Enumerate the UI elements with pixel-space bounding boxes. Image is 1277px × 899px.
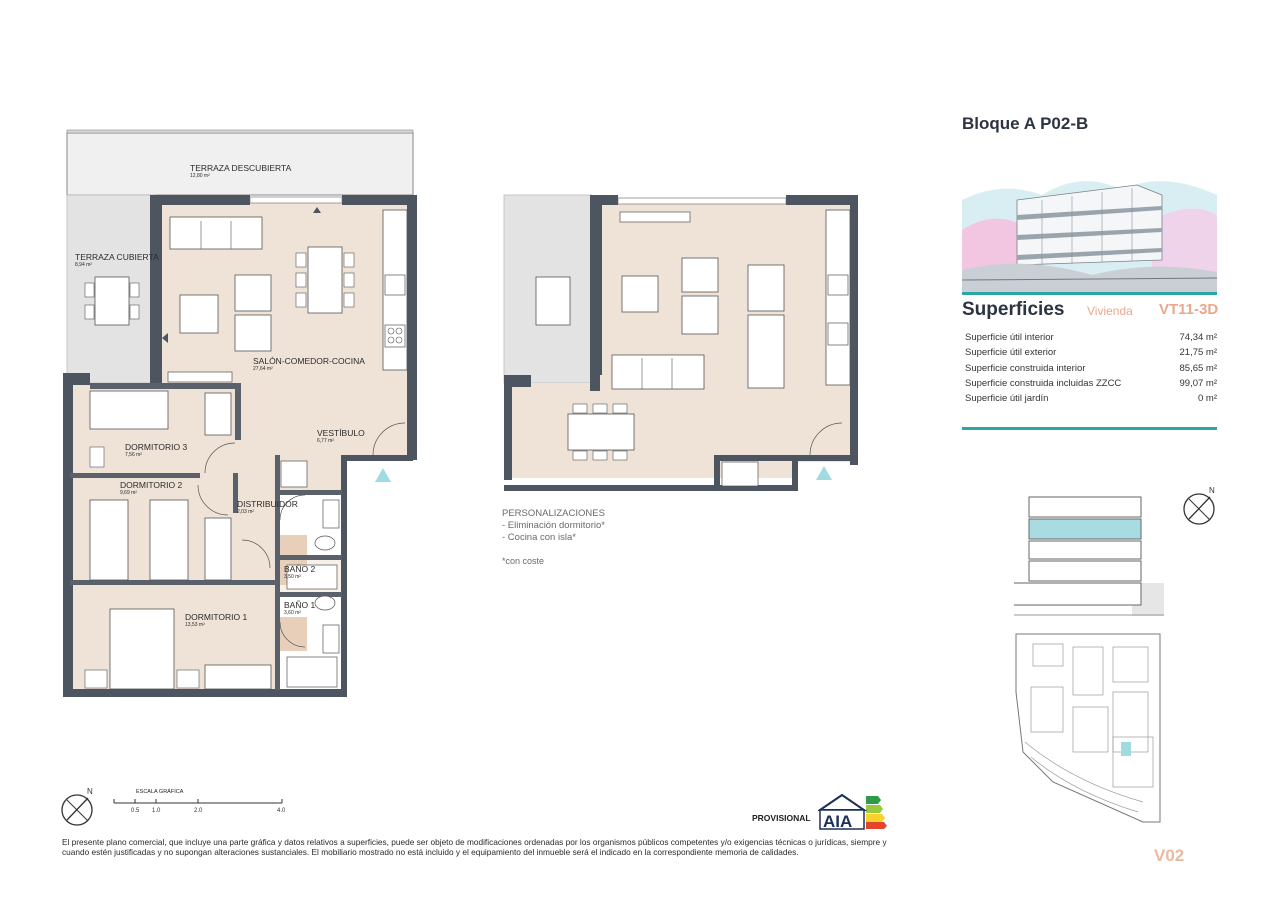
customizations-box	[502, 508, 605, 544]
dining-table	[308, 247, 342, 313]
svg-text:N: N	[1209, 486, 1215, 495]
room-area: 3,60 m²	[284, 610, 301, 616]
customized-floor-plan	[500, 190, 865, 500]
energy-label-icon	[818, 792, 888, 830]
room-label: SALÓN-COMEDOR-COCINA	[253, 356, 365, 366]
room-label: VESTÍBULO	[317, 428, 365, 438]
unit-code: VT11-3D	[1159, 301, 1219, 318]
scale-tick: 1.0	[152, 808, 161, 814]
room-label: DORMITORIO 2	[120, 480, 183, 490]
customization-item: - Eliminación dormitorio*	[502, 520, 605, 531]
row-label: Superficie útil jardín	[965, 393, 1049, 405]
provisional-label: PROVISIONAL	[752, 813, 811, 823]
table-row	[965, 361, 1217, 376]
scale-bar	[112, 797, 297, 817]
logo-text: AIA	[823, 812, 853, 830]
table-row	[965, 391, 1217, 406]
room-area: 3,50 m²	[284, 574, 301, 580]
room-label: DORMITORIO 3	[125, 442, 188, 452]
building-section	[1012, 493, 1167, 618]
room-label: DORMITORIO 1	[185, 612, 248, 622]
building-render	[962, 140, 1217, 293]
scale-tick: 2.0	[194, 808, 203, 814]
scale-tick: 4.0	[277, 808, 286, 814]
row-value: 74,34 m²	[1179, 332, 1217, 344]
row-label: Superficie útil interior	[965, 332, 1054, 344]
row-value: 85,65 m²	[1179, 362, 1217, 374]
room-label: BAÑO 1	[284, 600, 316, 610]
scale-tick: 0.5	[131, 808, 140, 814]
scale-title: ESCALA GRÁFICA	[136, 789, 184, 795]
row-value: 99,07 m²	[1179, 378, 1217, 390]
row-label: Superficie útil exterior	[965, 347, 1057, 359]
section-subtitle: Vivienda	[1087, 304, 1133, 318]
table-row	[965, 376, 1217, 391]
room-label: BAÑO 2	[284, 564, 316, 574]
surfaces-table	[965, 330, 1217, 406]
room-label: TERRAZA DESCUBIERTA	[190, 163, 292, 173]
room-area: 27,64 m²	[253, 366, 273, 372]
section-title: Superficies	[962, 299, 1065, 320]
site-plan	[1013, 632, 1163, 827]
table-row	[965, 345, 1217, 360]
sofa	[170, 217, 262, 249]
divider	[962, 292, 1217, 295]
row-value: 0 m²	[1198, 393, 1217, 405]
room-area: 9,69 m²	[120, 490, 137, 496]
room-area: 8,94 m²	[75, 262, 92, 268]
row-label: Superficie construida incluidas ZZCC	[965, 378, 1122, 390]
north-arrow-icon	[58, 785, 100, 827]
customization-item: - Cocina con isla*	[502, 532, 576, 543]
cost-note: *con coste	[502, 556, 545, 566]
north-arrow-icon	[1180, 484, 1222, 526]
room-area: 12,80 m²	[190, 173, 210, 179]
row-value: 21,75 m²	[1179, 347, 1217, 359]
version-label: V02	[1154, 846, 1185, 865]
disclaimer: El presente plano comercial, que incluye una parte gráfica y datos relativos a superficies, puede ser objeto de modificaciones ordenadas por los organismos públicos competentes y/o exigencias técnicas o jurídicas, siempre y cuando estén justificadas y no supongan alteraciones sustanciales. El mobiliario mostrado no está incluido y el equipamiento del inmueble será el indicado en la correspondiente memoria de calidades.	[62, 837, 887, 857]
double-bed	[110, 609, 174, 689]
kitchen-island	[748, 315, 784, 388]
floor-plan	[55, 125, 425, 700]
table-row	[965, 330, 1217, 345]
room-area: 2,03 m²	[237, 509, 254, 515]
divider	[962, 427, 1217, 430]
svg-text:N: N	[87, 787, 93, 796]
room-area: 13,53 m²	[185, 622, 205, 628]
room-area: 6,77 m²	[317, 438, 334, 444]
room-label: TERRAZA CUBIERTA	[75, 252, 159, 262]
room-label: DISTRIBUIDOR	[237, 499, 298, 509]
customizations-title: PERSONALIZACIONES	[502, 508, 605, 519]
entrance-marker	[375, 468, 391, 482]
room-area: 7,56 m²	[125, 452, 142, 458]
row-label: Superficie construida interior	[965, 362, 1086, 374]
block-title: Bloque A P02-B	[962, 114, 1089, 133]
